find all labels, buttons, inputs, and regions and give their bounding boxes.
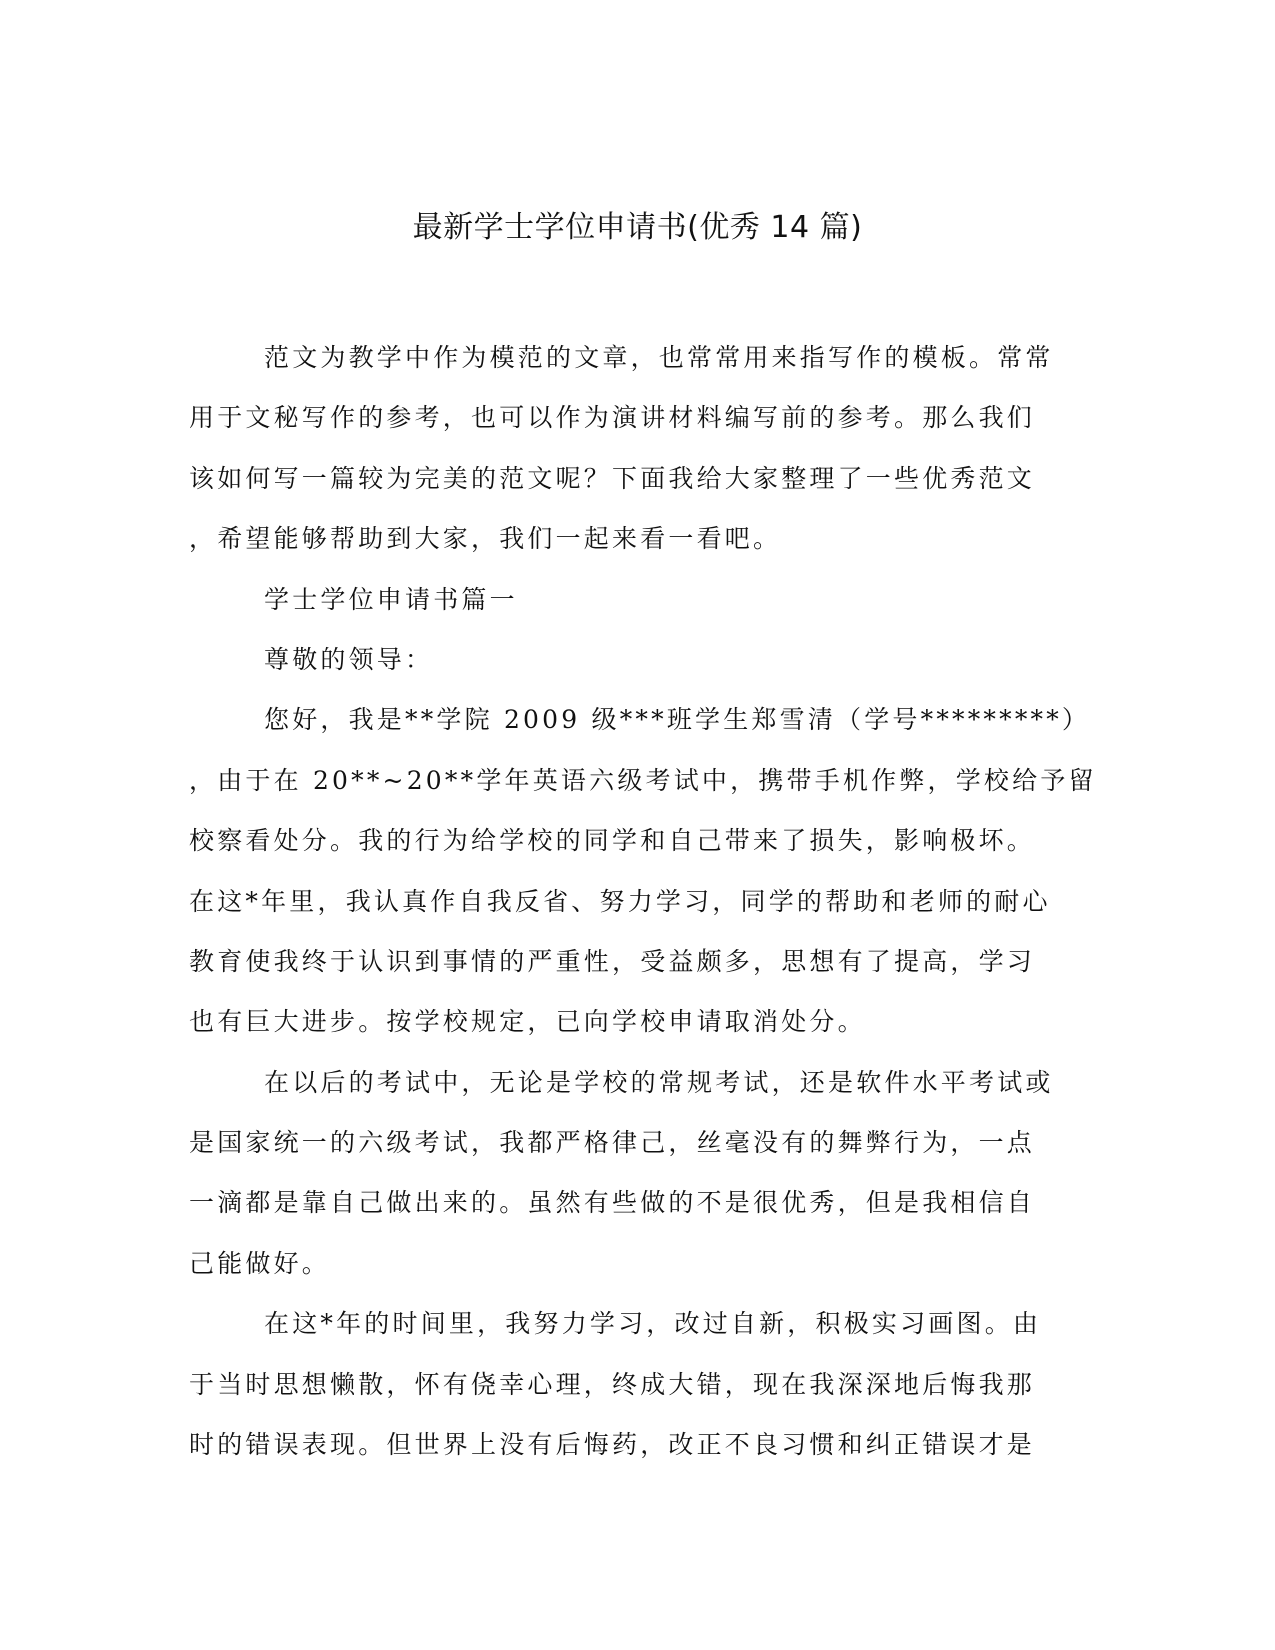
text-line: 时的错误表现。但世界上没有后悔药，改正不良习惯和纠正错误才是: [189, 1430, 1036, 1460]
text-line: 教育使我终于认识到事情的严重性，受益颇多，思想有了提高，学习: [189, 946, 1036, 976]
text-line: 尊敬的领导：: [264, 644, 434, 674]
text-line: 是国家统一的六级考试，我都严格律己，丝毫没有的舞弊行为，一点: [189, 1128, 1036, 1158]
text-line: 在这*年的时间里，我努力学习，改过自新，积极实习画图。由: [264, 1309, 1042, 1339]
text-line: 该如何写一篇较为完美的范文呢？下面我给大家整理了一些优秀范文: [189, 463, 1036, 493]
text-line: 校察看处分。我的行为给学校的同学和自己带来了损失，影响极坏。: [189, 826, 1036, 856]
text-line: 在这*年里，我认真作自我反省、努力学习，同学的帮助和老师的耐心: [189, 886, 1051, 916]
text-line: 范文为教学中作为模范的文章，也常常用来指写作的模板。常常: [264, 343, 1054, 372]
text-line: 学士学位申请书篇一: [264, 584, 518, 614]
text-line: ，由于在 20**~20**学年英语六级考试中，携带手机作弊，学校给予留: [189, 765, 1097, 795]
text-line: 在以后的考试中，无论是学校的常规考试，还是软件水平考试或: [264, 1067, 1054, 1097]
document-title: 最新学士学位申请书(优秀 14 篇): [412, 210, 863, 245]
text-line: 您好，我是**学院 2009 级***班学生郑雪清（学号*********）: [264, 705, 1091, 735]
text-line: 一滴都是靠自己做出来的。虽然有些做的不是很优秀，但是我相信自: [189, 1188, 1036, 1218]
document-body: [189, 328, 1097, 1475]
text-line: 于当时思想懒散，怀有侥幸心理，终成大错，现在我深深地后悔我那: [189, 1369, 1036, 1399]
text-line: 己能做好。: [189, 1248, 331, 1278]
text-line: 用于文秘写作的参考，也可以作为演讲材料编写前的参考。那么我们: [189, 403, 1036, 433]
text-line: 也有巨大进步。按学校规定，已向学校申请取消处分。: [189, 1007, 866, 1037]
text-line: ，希望能够帮助到大家，我们一起来看一看吧。: [189, 524, 782, 554]
